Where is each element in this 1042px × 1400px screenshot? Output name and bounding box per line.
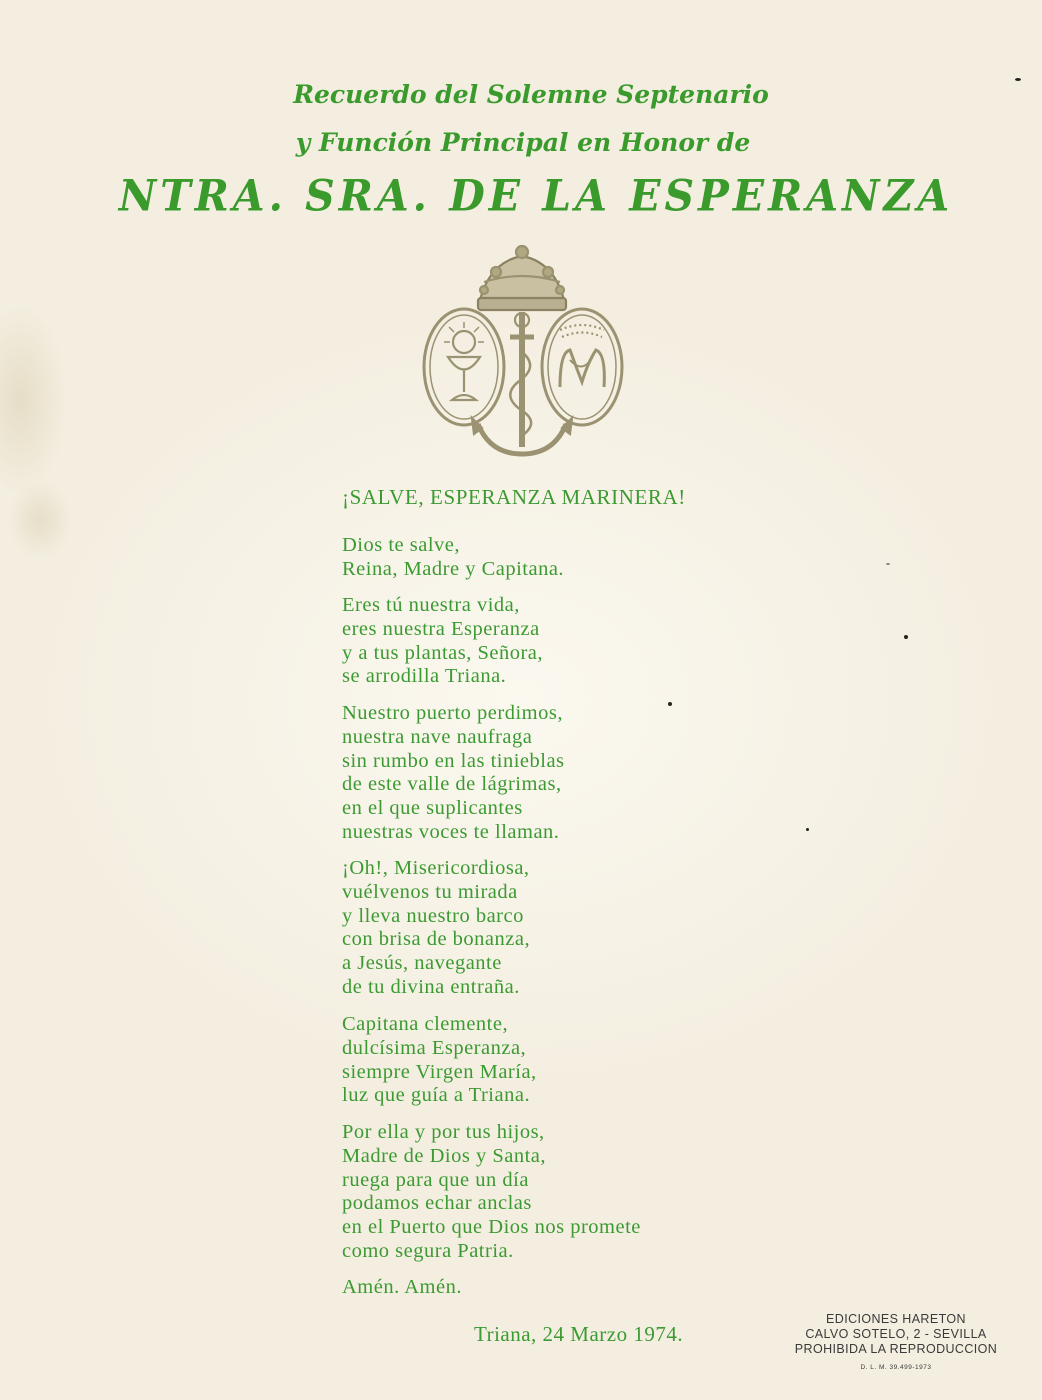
poem-line: con brisa de bonanza,: [342, 928, 531, 951]
stanza-5: [342, 1013, 537, 1108]
poem-line: Capitana clemente,: [342, 1013, 509, 1035]
poem-line: de tu divina entraña.: [342, 975, 520, 998]
poem-line: eres nuestra Esperanza: [342, 617, 540, 640]
poem-line: dulcísima Esperanza,: [342, 1036, 527, 1059]
imprint-line-2: CALVO SOTELO, 2 - SEVILLA: [805, 1327, 987, 1341]
stanza-6: [342, 1121, 641, 1264]
stanza-4: [342, 857, 530, 1000]
poem-line: sin rumbo en las tinieblas: [342, 749, 565, 772]
ink-speck: [904, 635, 908, 639]
ink-speck: [1015, 78, 1021, 81]
poem-line: Madre de Dios y Santa,: [342, 1144, 546, 1167]
imprint-line-1: EDICIONES HARETON: [826, 1312, 966, 1326]
poem-line: a Jesús, navegante: [342, 952, 502, 975]
stanza-1: [342, 534, 564, 582]
poem-line: luz que guía a Triana.: [342, 1084, 531, 1107]
header-title: NTRA. SRA. DE LA ESPERANZA: [118, 170, 954, 222]
poem-line: Por ella y por tus hijos,: [342, 1121, 545, 1143]
header-line-1: Recuerdo del Solemne Septenario: [293, 80, 769, 109]
header-line-2: y Función Principal en Honor de: [295, 128, 751, 157]
poem-line: vuélvenos tu mirada: [342, 880, 518, 903]
poem-line: Nuestro puerto perdimos,: [342, 702, 563, 724]
poem-line: de este valle de lágrimas,: [342, 773, 562, 796]
imprint-line-3: PROHIBIDA LA REPRODUCCION: [794, 1342, 998, 1356]
poem-line: nuestras voces te llaman.: [342, 820, 560, 843]
poem-line: Eres tú nuestra vida,: [342, 594, 520, 616]
poem-line: ruega para que un día: [342, 1168, 529, 1191]
poem-line: nuestra nave naufraga: [342, 725, 533, 748]
poem-line: como segura Patria.: [342, 1239, 514, 1262]
ink-speck: [806, 828, 809, 831]
poem-line: Dios te salve,: [342, 534, 461, 556]
poem-line: ¡Oh!, Misericordiosa,: [342, 857, 530, 879]
publisher-imprint: [780, 1312, 1012, 1375]
poem-line: en el que suplicantes: [342, 797, 523, 820]
poem-line: siempre Virgen María,: [342, 1060, 537, 1083]
poem-line: se arrodilla Triana.: [342, 665, 507, 688]
stanza-2: [342, 594, 543, 689]
emblem-icon: [420, 242, 625, 464]
ink-speck: [668, 702, 672, 706]
legal-deposit: D. L. M. 39.499-1973: [860, 1364, 932, 1371]
stanza-3: [342, 702, 565, 845]
poem-line: podamos echar anclas: [342, 1192, 532, 1215]
poem-line: y lleva nuestro barco: [342, 904, 524, 927]
ink-speck: [886, 563, 890, 565]
dateline: Triana, 24 Marzo 1974.: [474, 1322, 684, 1346]
poem-line: en el Puerto que Dios nos promete: [342, 1216, 641, 1239]
poem-line: y a tus plantas, Señora,: [342, 641, 544, 664]
stanza-7: [342, 1276, 462, 1300]
poem-line: Amén. Amén.: [342, 1276, 462, 1298]
poem-title: ¡SALVE, ESPERANZA MARINERA!: [342, 485, 686, 509]
poem-line: Reina, Madre y Capitana.: [342, 557, 565, 580]
